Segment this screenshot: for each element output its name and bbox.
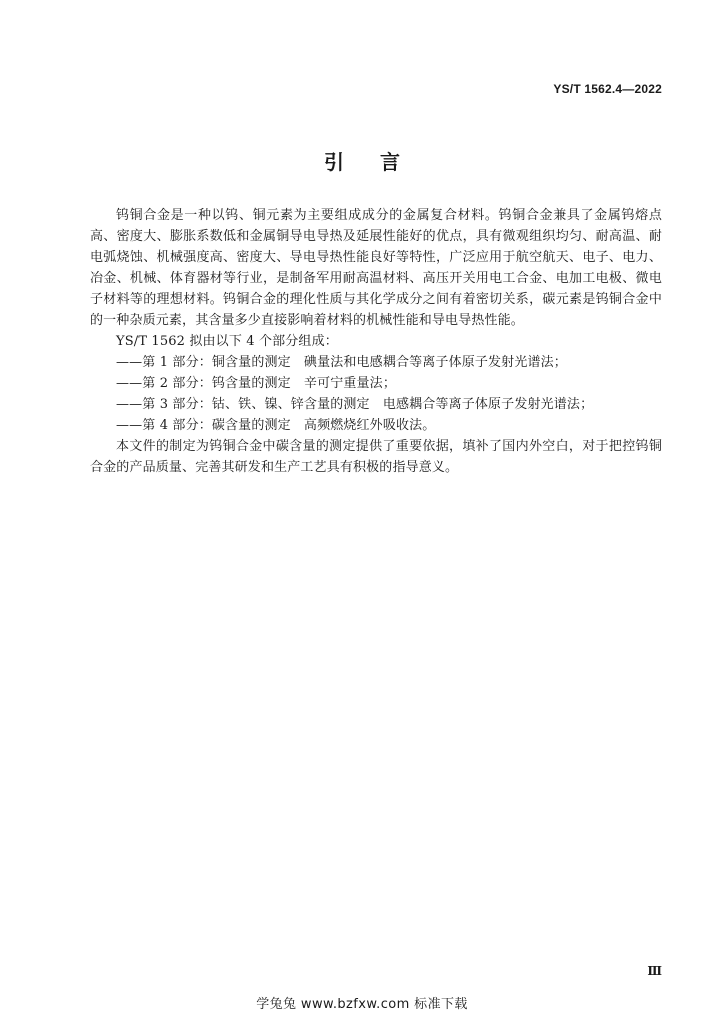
page-number: Ⅲ bbox=[647, 964, 662, 978]
standard-code: YS/T 1562.4—2022 bbox=[553, 82, 662, 96]
list-item-part-4: ——第 4 部分：碳含量的测定 高频燃烧红外吸收法。 bbox=[116, 418, 436, 433]
paragraph-parts-intro: YS/T 1562 拟由以下 4 个部分组成： bbox=[116, 334, 338, 349]
paragraph-intro: 钨铜合金是一种以钨、铜元素为主要组成成分的金属复合材料。钨铜合金兼具了金属钨熔点高、密度大、膨胀系数低和金属铜导电导热及延展性能好的优点，具有微观组织均匀、耐高温、耐电弧烧蚀、机械强度高、密度大、导电导热性能良好等特性，广泛应用于航空航天、电子、电力、冶金、机械、体育器材等行业，是制备军用耐高温材料、高压开关用电工合金、电加工电极、微电子材料等的理想材料。钨铜合金的理化性质与其化学成分之间有着密切关系，碳元素是钨铜合金中的一种杂质元素，其含量多少直接影响着材料的机械性能和导电导热性能。 bbox=[90, 208, 662, 328]
paragraph-significance: 本文件的制定为钨铜合金中碳含量的测定提供了重要依据，填补了国内外空白，对于把控钨铜合金的产品质量、完善其研发和生产工艺具有积极的指导意义。 bbox=[90, 439, 662, 475]
foreword-body bbox=[90, 205, 662, 478]
list-item-part-3: ——第 3 部分：钴、铁、镍、锌含量的测定 电感耦合等离子体原子发射光谱法； bbox=[116, 397, 594, 412]
list-item-part-2: ——第 2 部分：钨含量的测定 辛可宁重量法； bbox=[116, 376, 396, 391]
list-item-part-1: ——第 1 部分：铜含量的测定 碘量法和电感耦合等离子体原子发射光谱法； bbox=[116, 355, 567, 370]
footer-watermark-link[interactable]: 学兔兔 www.bzfxw.com 标准下载 bbox=[256, 997, 468, 1012]
page-title: 引言 bbox=[324, 150, 436, 174]
